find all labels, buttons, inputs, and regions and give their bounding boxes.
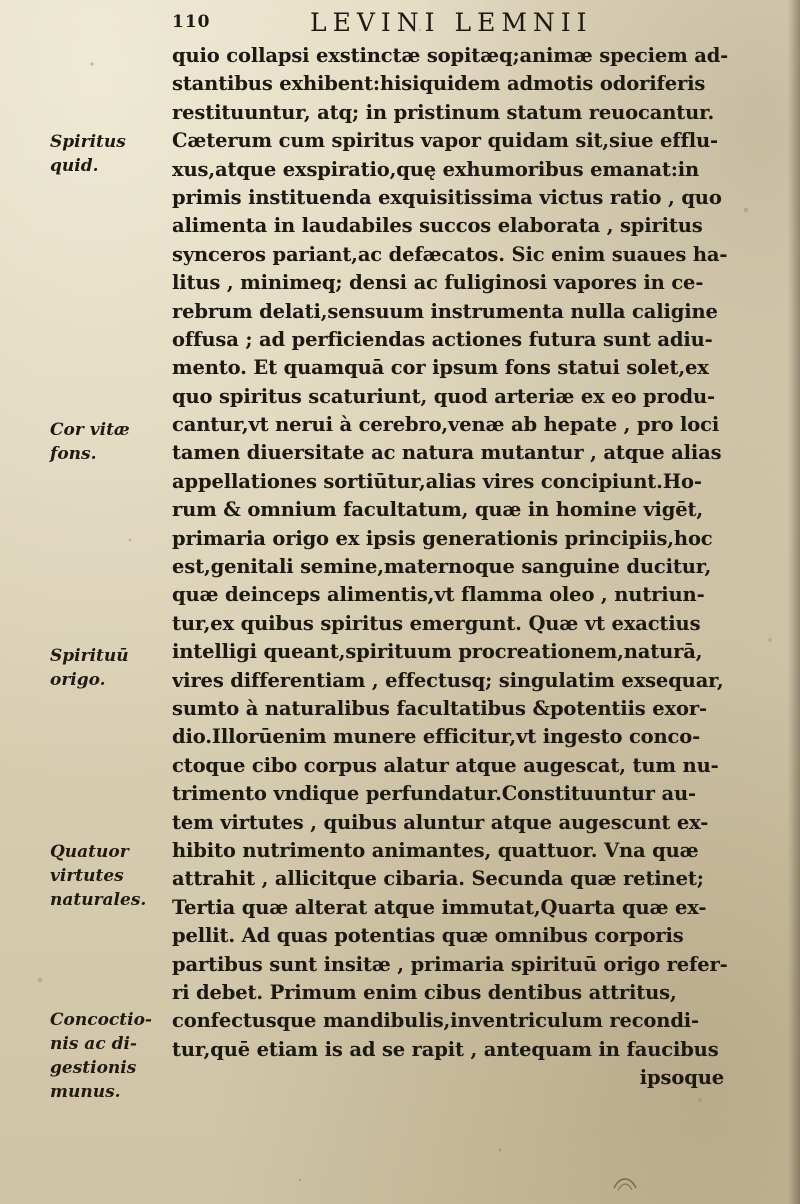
margin-note-line: Cor vitæ (50, 420, 130, 440)
margin-note-line: munus. (50, 1082, 121, 1102)
margin-note-line: naturales. (50, 890, 147, 910)
text-line: est,genitali semine,maternoque sanguine ducitur, (172, 555, 712, 579)
text-line: quio collapsi exstinctæ sopitæq;animæ speciem ad- (172, 44, 729, 67)
margin-note-cor-vitae-fons (50, 418, 168, 466)
page-number: 110 (172, 12, 211, 32)
text-line: dio.Illorūenim munere efficitur,vt ingesto conco- (172, 725, 701, 749)
running-title: LEVINI LEMNII (310, 8, 593, 37)
margin-note-line: Spirituū (50, 646, 129, 666)
margin-note-line: quid. (50, 156, 99, 176)
text-line: pellit. Ad quas potentias quæ omnibus corporis (172, 924, 684, 948)
page-header (172, 6, 732, 40)
text-line: quo spiritus scaturiunt, quod arteriæ ex eo produ- (172, 384, 715, 408)
margin-note-spiritus-quid (50, 130, 168, 178)
text-line: ctoque cibo corpus alatur atque augescat, tum nu- (172, 753, 719, 777)
margin-note-line: gestionis (50, 1058, 137, 1078)
binding-shadow (788, 0, 800, 1204)
text-line: xus,atque exspiratio,quę exhumoribus emanat:in (172, 157, 700, 181)
text-line: offusa ; ad perficiendas actiones futura sunt adiu- (172, 327, 713, 351)
text-line: primis instituenda exquisitissima victus ratio , quo (172, 185, 722, 209)
text-line: trimento vndique perfundatur.Constituuntur au- (172, 782, 696, 806)
margin-note-concoctionis (50, 1008, 168, 1104)
margin-note-spirituum-origo (50, 644, 168, 692)
body-text (172, 42, 760, 1092)
margin-note-line: origo. (50, 670, 106, 690)
text-line: quæ deinceps alimentis,vt flamma oleo , nutriun- (172, 583, 705, 607)
margin-note-line: Spiritus (50, 132, 126, 152)
text-line: confectusque mandibulis,inventriculum recondi- (172, 1009, 699, 1033)
text-line: vires differentiam , effectusq; singulatim exsequar, (172, 668, 724, 692)
text-line: Tertia quæ alterat atque immutat,Quarta quæ ex- (172, 895, 707, 919)
margin-note-line: Quatuor (50, 842, 129, 862)
margin-note-line: Concoctio- (50, 1010, 152, 1030)
text-line: tur,ex quibus spiritus emergunt. Quæ vt exactius (172, 611, 701, 635)
text-line: rum & omnium facultatum, quæ in homine vigēt, (172, 498, 704, 522)
text-line: rebrum delati,sensuum instrumenta nulla caligine (172, 299, 718, 323)
text-line: cantur,vt nerui à cerebro,venæ ab hepate , pro loci (172, 413, 720, 437)
text-line: restituuntur, atq; in pristinum statum reuocantur. (172, 100, 715, 124)
text-line: tem virtutes , quibus aluntur atque augescunt ex- (172, 810, 709, 834)
margin-note-quatuor-virtutes (50, 840, 168, 912)
text-line: partibus sunt insitæ , primaria spirituū origo refer- (172, 952, 728, 976)
text-line: sumto à naturalibus facultatibus &potentiis exor- (172, 696, 707, 720)
text-line: attrahit , allicitque cibaria. Secunda quæ retinet; (172, 867, 704, 891)
text-line: mento. Et quamquā cor ipsum fons statui solet,ex (172, 356, 709, 380)
text-line: tur,quē etiam is ad se rapit , antequam in faucibus (172, 1037, 719, 1061)
text-line: Cæterum cum spiritus vapor quidam sit,siue efflu- (172, 129, 718, 153)
margin-note-line: fons. (50, 444, 97, 464)
text-line: alimenta in laudabiles succos elaborata , spiritus (172, 214, 703, 238)
text-line: ri debet. Primum enim cibus dentibus attritus, (172, 980, 677, 1004)
margin-note-line: virtutes (50, 866, 124, 886)
printer-flourish-icon (610, 1170, 640, 1194)
text-line: synceros pariant,ac defæcatos. Sic enim suaues ha- (172, 242, 728, 266)
text-line: hibito nutrimento animantes, quattuor. Vna quæ (172, 838, 699, 862)
margin-note-line: nis ac di- (50, 1034, 137, 1054)
text-line: litus , minimeq; densi ac fuliginosi vapores in ce- (172, 271, 704, 295)
text-line: intelligi queant,spirituum procreationem,naturā, (172, 640, 703, 664)
text-line: stantibus exhibent:hisiquidem admotis odoriferis (172, 72, 706, 96)
text-line: appellationes sortiūtur,alias vires concipiunt.Ho- (172, 469, 702, 493)
catchword: ipsoque (639, 1066, 724, 1090)
text-line: tamen diuersitate ac natura mutantur , atque alias (172, 441, 722, 465)
text-line: primaria origo ex ipsis generationis principiis,hoc (172, 526, 713, 550)
